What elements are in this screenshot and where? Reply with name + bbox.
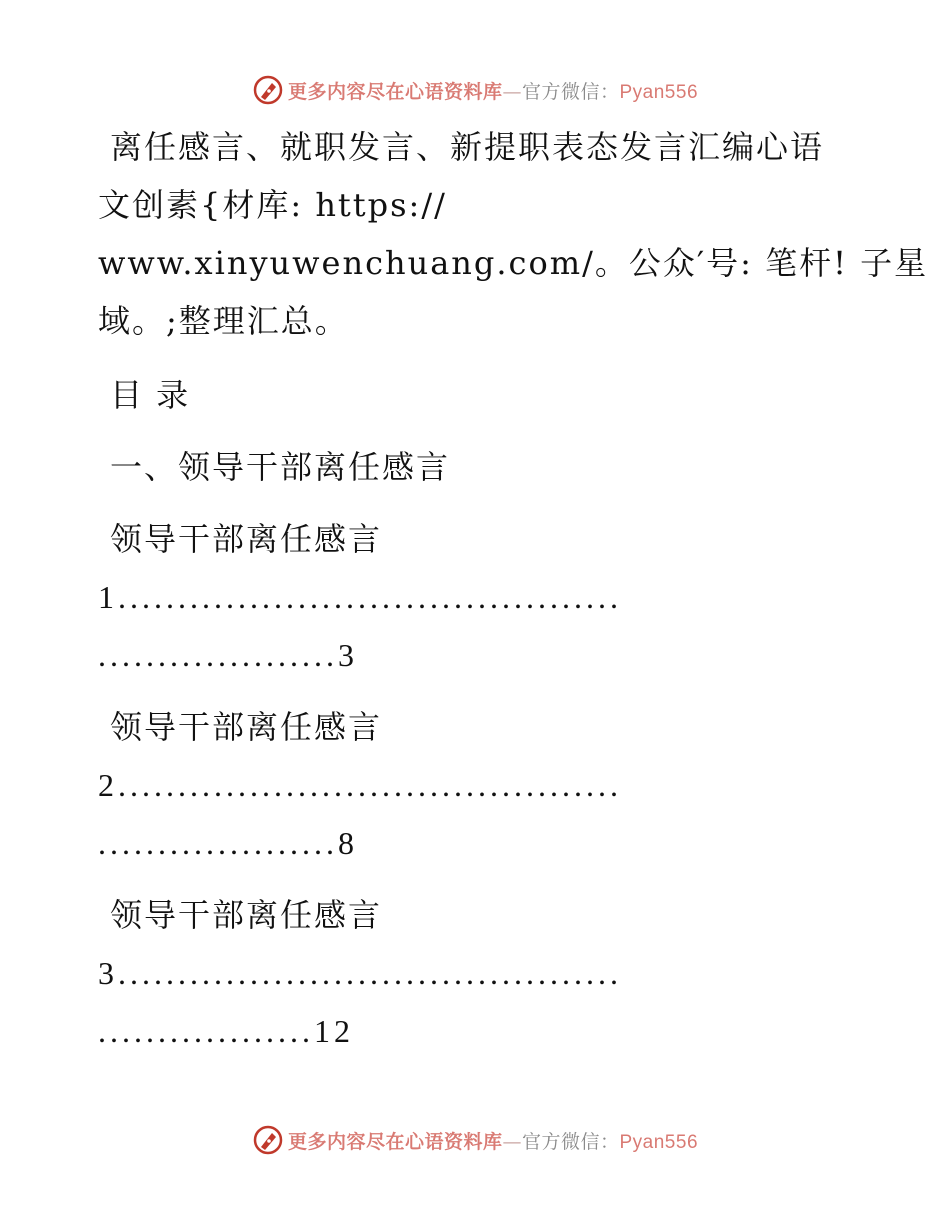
toc-section-heading: 一、领导干部离任感言 xyxy=(110,448,451,486)
toc-entry-leader: 3.......................................... xyxy=(98,955,622,991)
banner-text: 更多内容尽在心语资料库—官方微信：Pyan556 xyxy=(287,80,699,103)
toc-entry-label: 领导干部离任感言 xyxy=(110,896,383,934)
document-body xyxy=(98,118,929,1060)
toc-heading: 目 录 xyxy=(110,376,191,414)
doc-title-line-4: 域。;整理汇总。 xyxy=(98,302,349,340)
toc-entry-page: ....................8 xyxy=(98,825,358,861)
toc-entry-label: 领导干部离任感言 xyxy=(110,520,383,558)
toc-entry-leader: 2.......................................... xyxy=(98,767,622,803)
pen-nib-circle-icon xyxy=(252,1124,284,1156)
toc-entry-leader: 1.......................................... xyxy=(98,579,622,615)
pen-nib-circle-icon xyxy=(252,74,284,106)
toc-entry-page: ....................3 xyxy=(98,637,358,673)
toc-entry-page: ..................12 xyxy=(98,1013,354,1049)
doc-title-line-3: www.xinyuwenchuang.com/。公众′号: 笔杆! 子星 xyxy=(98,244,929,282)
banner-text: 更多内容尽在心语资料库—官方微信：Pyan556 xyxy=(287,1130,699,1153)
doc-title-line-2: 文创素{材库: https:// xyxy=(98,186,447,224)
toc-entry-label: 领导干部离任感言 xyxy=(110,708,383,746)
doc-title-line-1: 离任感言、就职发言、新提职表态发言汇编心语 xyxy=(110,128,825,166)
footer-banner xyxy=(0,1120,950,1160)
header-banner xyxy=(0,70,950,110)
toc-entry[interactable] xyxy=(98,510,858,684)
toc-entry[interactable] xyxy=(98,698,858,872)
toc-entry[interactable] xyxy=(98,886,858,1060)
